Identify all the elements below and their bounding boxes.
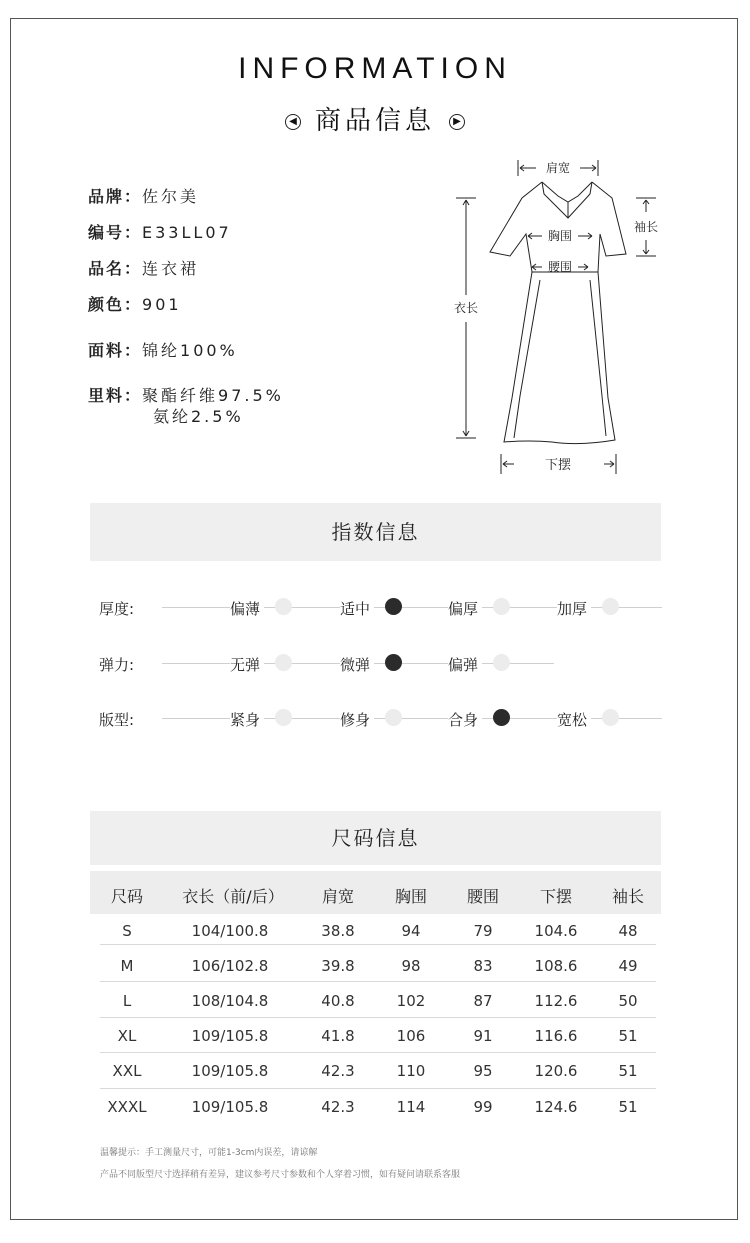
row-divider xyxy=(100,981,656,982)
size-cell: M xyxy=(120,957,134,975)
info-fabric: 面料：锦纶100% xyxy=(88,341,238,360)
fit-option: 修身 xyxy=(340,709,374,730)
size-cell: XXL xyxy=(112,1062,142,1080)
size-cell: 106/102.8 xyxy=(191,957,269,975)
fit-option: 宽松 xyxy=(557,709,591,730)
size-cell: 109/105.8 xyxy=(191,1027,269,1045)
label-length: 衣长 xyxy=(453,301,479,315)
page-title-cn-row xyxy=(0,100,750,137)
index-section-title: 指数信息 xyxy=(331,520,420,544)
size-header-cell: 下摆 xyxy=(539,887,573,906)
size-cell: 104/100.8 xyxy=(191,922,269,940)
size-cell: S xyxy=(122,922,132,940)
thickness-dot-selected xyxy=(385,598,402,615)
fit-dot xyxy=(385,709,402,726)
size-cell: 102 xyxy=(396,992,426,1010)
size-cell: 116.6 xyxy=(534,1027,578,1045)
thickness-option: 偏厚 xyxy=(448,598,482,619)
thickness-option: 适中 xyxy=(340,598,374,619)
size-header-cell: 衣长（前/后） xyxy=(182,887,284,906)
note-line: 产品不同版型尺寸选择稍有差异，建议参考尺寸参数和个人穿着习惯，如有疑问请联系客服 xyxy=(100,1170,461,1180)
size-cell: 98 xyxy=(401,957,421,975)
size-cell: 114 xyxy=(396,1098,426,1116)
thickness-dot xyxy=(602,598,619,615)
fit-dot xyxy=(602,709,619,726)
info-lining: 里料：聚酯纤维97.5% xyxy=(88,386,284,405)
size-cell: 83 xyxy=(473,957,493,975)
left-arrow-icon: ◀ xyxy=(285,114,301,130)
size-cell: 109/105.8 xyxy=(191,1062,269,1080)
row-divider xyxy=(100,1052,656,1053)
size-header-cell: 胸围 xyxy=(394,887,428,906)
size-table-header xyxy=(90,871,661,914)
size-cell: 106 xyxy=(396,1027,426,1045)
size-cell: 124.6 xyxy=(534,1098,578,1116)
size-cell: 91 xyxy=(473,1027,493,1045)
thickness-label: 厚度: xyxy=(99,600,135,618)
elasticity-dot xyxy=(275,654,292,671)
size-cell: 94 xyxy=(401,922,421,940)
size-cell: 51 xyxy=(618,1062,638,1080)
info-lining-2: 氨纶2.5% xyxy=(153,407,244,426)
info-brand: 品牌：佐尔美 xyxy=(88,187,200,206)
row-divider xyxy=(100,1017,656,1018)
size-cell: 95 xyxy=(473,1062,493,1080)
dress-diagram xyxy=(440,150,680,490)
fit-option: 合身 xyxy=(448,709,482,730)
size-cell: 42.3 xyxy=(321,1062,355,1080)
size-header-cell: 肩宽 xyxy=(321,887,355,906)
elasticity-label: 弹力: xyxy=(99,656,135,674)
elasticity-option: 微弹 xyxy=(340,654,374,675)
size-cell: 51 xyxy=(618,1027,638,1045)
thickness-option: 加厚 xyxy=(557,598,591,619)
size-cell: 104.6 xyxy=(534,922,578,940)
size-cell: 120.6 xyxy=(534,1062,578,1080)
size-cell: 109/105.8 xyxy=(191,1098,269,1116)
label-hem: 下摆 xyxy=(544,458,572,473)
size-cell: 108/104.8 xyxy=(191,992,269,1010)
size-cell: 51 xyxy=(618,1098,638,1116)
size-cell: 48 xyxy=(618,922,638,940)
elasticity-option: 偏弹 xyxy=(448,654,482,675)
size-cell: 40.8 xyxy=(321,992,355,1010)
size-cell: 79 xyxy=(473,922,493,940)
right-arrow-icon: ▶ xyxy=(449,114,465,130)
size-cell: 42.3 xyxy=(321,1098,355,1116)
size-header-cell: 袖长 xyxy=(611,887,645,906)
size-cell: 41.8 xyxy=(321,1027,355,1045)
index-section-header xyxy=(90,503,661,561)
thickness-option: 偏薄 xyxy=(230,598,264,619)
thickness-dot xyxy=(493,598,510,615)
size-cell: 50 xyxy=(618,992,638,1010)
size-cell: 49 xyxy=(618,957,638,975)
info-name: 品名：连衣裙 xyxy=(88,259,200,278)
size-section-title: 尺码信息 xyxy=(331,826,420,850)
fit-option: 紧身 xyxy=(230,709,264,730)
thickness-dot xyxy=(275,598,292,615)
size-cell: XXXL xyxy=(107,1098,147,1116)
row-divider xyxy=(100,944,656,945)
size-cell: 39.8 xyxy=(321,957,355,975)
row-divider xyxy=(100,1088,656,1089)
elasticity-dot-selected xyxy=(385,654,402,671)
info-color: 颜色：901 xyxy=(88,295,182,314)
size-cell: 99 xyxy=(473,1098,493,1116)
size-cell: 108.6 xyxy=(534,957,578,975)
label-shoulder: 肩宽 xyxy=(545,161,571,175)
size-header-cell: 尺码 xyxy=(110,887,144,906)
info-code: 编号：E33LL07 xyxy=(88,223,232,242)
size-cell: 38.8 xyxy=(321,922,355,940)
elasticity-option: 无弹 xyxy=(230,654,264,675)
size-section-header xyxy=(90,811,661,865)
label-waist: 腰围 xyxy=(547,260,573,274)
size-header-cell: 腰围 xyxy=(466,887,500,906)
label-chest: 胸围 xyxy=(547,229,573,243)
size-cell: 110 xyxy=(396,1062,426,1080)
size-cell: XL xyxy=(117,1027,137,1045)
size-cell: L xyxy=(122,992,132,1010)
note-line: 温馨提示：手工测量尺寸，可能1-3cm内误差，请谅解 xyxy=(100,1148,318,1158)
page-title-en: INFORMATION xyxy=(238,52,512,85)
fit-dot xyxy=(275,709,292,726)
label-sleeve: 袖长 xyxy=(633,220,659,234)
fit-label: 版型: xyxy=(99,711,135,729)
fit-dot-selected xyxy=(493,709,510,726)
size-cell: 112.6 xyxy=(534,992,578,1010)
elasticity-dot xyxy=(493,654,510,671)
page-title-cn: 商品信息 xyxy=(314,106,435,136)
size-cell: 87 xyxy=(473,992,493,1010)
